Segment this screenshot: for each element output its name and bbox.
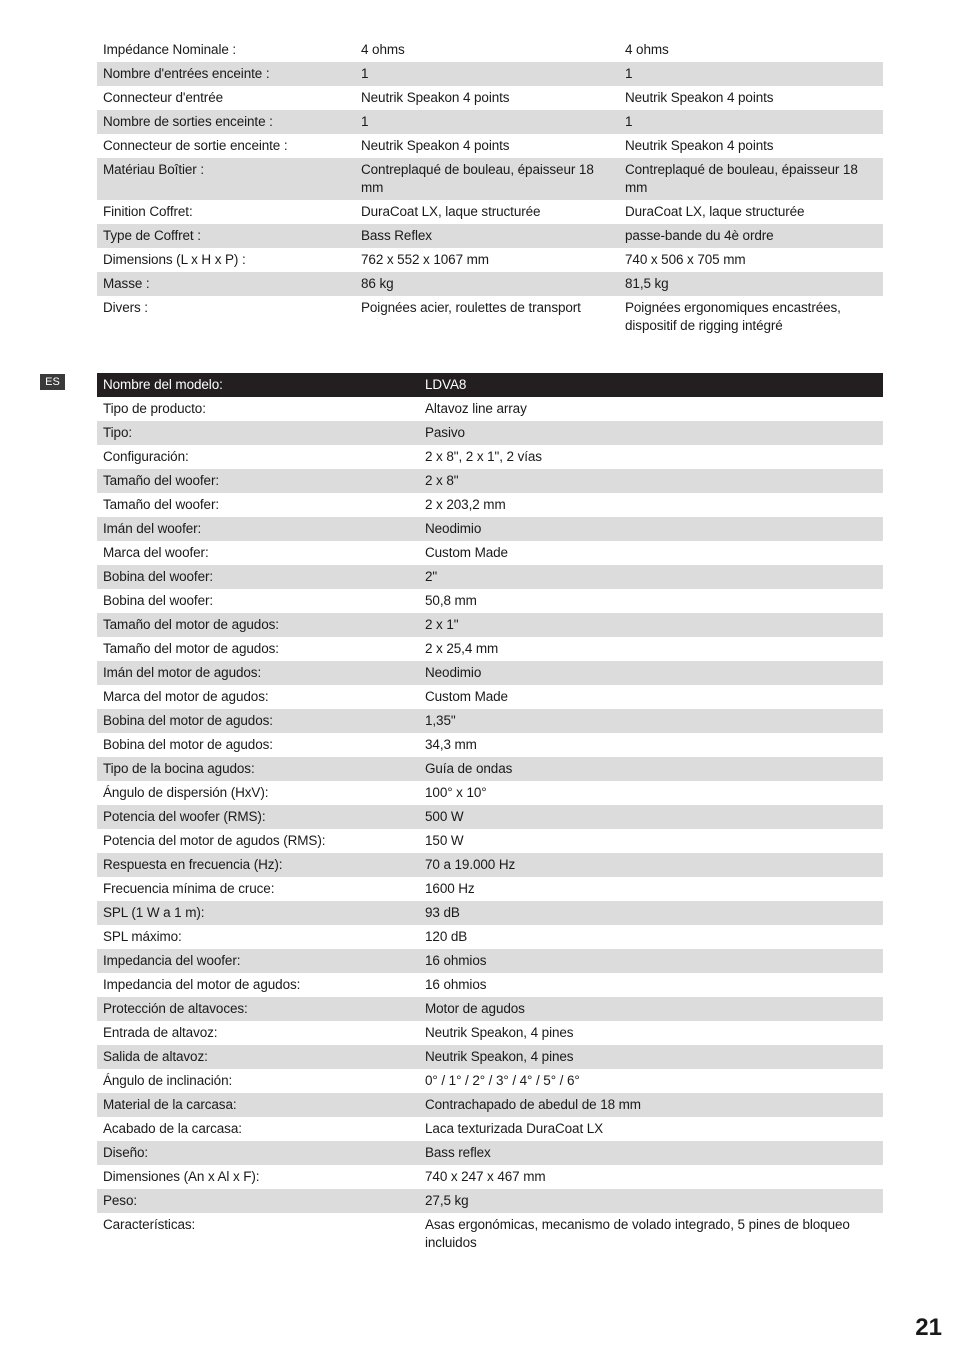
language-tab-es: ES (40, 374, 65, 390)
table-row (97, 445, 883, 469)
table-row (97, 757, 883, 781)
spec-value: DuraCoat LX, laque structurée (625, 204, 805, 219)
spec-label: Acabado de la carcasa: (103, 1121, 242, 1136)
table-row (97, 134, 883, 158)
spec-label: Matériau Boîtier : (97, 158, 355, 200)
table-row (97, 877, 883, 901)
spec-value: 2 x 8", 2 x 1", 2 vías (425, 449, 542, 464)
spec-label: Diseño: (97, 1141, 419, 1165)
table-row (97, 1045, 883, 1069)
spec-label: Finition Coffret: (103, 204, 193, 219)
spec-value: Contreplaqué de bouleau, épaisseur 18 mm (355, 158, 619, 200)
spec-label: Potencia del motor de agudos (RMS): (103, 833, 326, 848)
spec-value: 1 (355, 62, 619, 86)
spec-label: SPL máximo: (103, 929, 182, 944)
table-row (97, 1093, 883, 1117)
spec-value: Altavoz line array (425, 401, 527, 416)
spec-value: 150 W (425, 833, 464, 848)
spec-label: Dimensiones (An x Al x F): (103, 1169, 260, 1184)
spec-label: Nombre d'entrées enceinte : (97, 62, 355, 86)
spec-label: Respuesta en frecuencia (Hz): (97, 853, 419, 877)
spec-value: 1 (619, 62, 883, 86)
spec-label: Frecuencia mínima de cruce: (103, 881, 275, 896)
spec-label: Divers : (103, 300, 148, 315)
table-row (97, 517, 883, 541)
spec-value: 762 x 552 x 1067 mm (361, 252, 489, 267)
spec-value: Bass reflex (419, 1141, 883, 1165)
table-row (97, 469, 883, 493)
table-row (97, 565, 883, 589)
spec-value: 34,3 mm (425, 737, 477, 752)
spec-value: 2 x 8" (419, 469, 883, 493)
spec-value: Contrachapado de abedul de 18 mm (419, 1093, 883, 1117)
table-row (97, 1213, 883, 1255)
spec-label: Bobina del motor de agudos: (97, 709, 419, 733)
spec-value: 1,35" (419, 709, 883, 733)
table-row (97, 200, 883, 224)
spec-label: Protección de altavoces: (97, 997, 419, 1021)
table-row (97, 637, 883, 661)
table-row (97, 1165, 883, 1189)
spec-label: Impedancia del woofer: (97, 949, 419, 973)
spec-label: Bobina del woofer: (97, 565, 419, 589)
table-row (97, 1021, 883, 1045)
spec-label: Tamaño del woofer: (103, 497, 220, 512)
spec-value: 81,5 kg (619, 272, 883, 296)
spec-value: 93 dB (419, 901, 883, 925)
table-row (97, 493, 883, 517)
table-row (97, 62, 883, 86)
spec-value: 4 ohms (361, 42, 405, 57)
spec-label: Entrada de altavoz: (103, 1025, 218, 1040)
table-row (97, 973, 883, 997)
spec-value: Poignées ergonomiques encastrées, dispositif de rigging intégré (625, 300, 841, 333)
table-row (97, 589, 883, 613)
spec-value: Neutrik Speakon 4 points (625, 90, 774, 105)
spec-value: 2 x 1" (419, 613, 883, 637)
spec-value: Poignées acier, roulettes de transport (361, 300, 581, 315)
table-row (97, 661, 883, 685)
spec-value: 1600 Hz (425, 881, 475, 896)
spec-value: 0° / 1° / 2° / 3° / 4° / 5° / 6° (425, 1073, 580, 1088)
table-row (97, 224, 883, 248)
spec-label: Ángulo de inclinación: (103, 1073, 233, 1088)
spec-value: DuraCoat LX, laque structurée (361, 204, 541, 219)
spec-label: Bobina del motor de agudos: (103, 737, 273, 752)
spec-label: Tipo de la bocina agudos: (97, 757, 419, 781)
spec-label: Type de Coffret : (97, 224, 355, 248)
spec-label: Impédance Nominale : (103, 42, 237, 57)
spec-label: Tamaño del motor de agudos: (97, 613, 419, 637)
spec-value: Neutrik Speakon 4 points (361, 90, 510, 105)
spec-value: 120 dB (425, 929, 468, 944)
spanish-spec-table (97, 373, 883, 1255)
spec-value: 1 (619, 110, 883, 134)
table-row (97, 397, 883, 421)
spec-header-row (97, 373, 883, 397)
table-row (97, 86, 883, 110)
spec-value: Neodimio (419, 517, 883, 541)
spec-value: Neutrik Speakon, 4 pines (419, 1045, 883, 1069)
spec-value: Bass Reflex (355, 224, 619, 248)
table-row (97, 997, 883, 1021)
table-row (97, 296, 883, 338)
spec-label: Tipo: (97, 421, 419, 445)
table-row (97, 733, 883, 757)
spec-value: Contreplaqué de bouleau, épaisseur 18 mm (619, 158, 883, 200)
spec-label: Connecteur d'entrée (103, 90, 224, 105)
spec-value: Laca texturizada DuraCoat LX (425, 1121, 604, 1136)
spec-value: 2" (419, 565, 883, 589)
spec-label: Tamaño del motor de agudos: (103, 641, 279, 656)
spec-value: passe-bande du 4è ordre (619, 224, 883, 248)
table-row (97, 38, 883, 62)
spec-value: 2 x 203,2 mm (425, 497, 506, 512)
page-number: 21 (915, 1314, 942, 1341)
table-row (97, 1189, 883, 1213)
spec-value: Neutrik Speakon 4 points (361, 138, 510, 153)
spec-value: 500 W (419, 805, 883, 829)
spec-value: Guía de ondas (419, 757, 883, 781)
spec-value: 86 kg (355, 272, 619, 296)
spec-label: Dimensions (L x H x P) : (103, 252, 246, 267)
table-row (97, 613, 883, 637)
spec-value: Custom Made (425, 689, 508, 704)
table-row (97, 110, 883, 134)
table-row (97, 1117, 883, 1141)
spec-value: 740 x 247 x 467 mm (425, 1169, 546, 1184)
table-row (97, 949, 883, 973)
french-spec-table (97, 38, 883, 338)
spec-label: Potencia del woofer (RMS): (97, 805, 419, 829)
table-row (97, 829, 883, 853)
spec-value: Neutrik Speakon, 4 pines (425, 1025, 574, 1040)
spec-label: Impedancia del motor de agudos: (103, 977, 301, 992)
spec-value: 16 ohmios (425, 977, 487, 992)
table-row (97, 853, 883, 877)
table-row (97, 272, 883, 296)
spec-value: 70 a 19.000 Hz (419, 853, 883, 877)
spec-label: Marca del motor de agudos: (103, 689, 269, 704)
spec-label: Salida de altavoz: (97, 1045, 419, 1069)
spec-label: Configuración: (103, 449, 189, 464)
spec-value: 2 x 25,4 mm (425, 641, 499, 656)
table-row (97, 421, 883, 445)
spec-value: 1 (355, 110, 619, 134)
spec-value: 4 ohms (625, 42, 669, 57)
spec-value: 100° x 10° (425, 785, 487, 800)
spec-value: Custom Made (425, 545, 508, 560)
table-row (97, 248, 883, 272)
spec-value: Asas ergonómicas, mecanismo de volado integrado, 5 pines de bloqueo incluidos (425, 1217, 850, 1250)
spec-header-value: LDVA8 (419, 373, 883, 397)
spec-value: 50,8 mm (425, 593, 477, 608)
table-row (97, 805, 883, 829)
spec-label: Imán del motor de agudos: (97, 661, 419, 685)
spec-label: Bobina del woofer: (103, 593, 214, 608)
table-row (97, 1141, 883, 1165)
spec-label: Tipo de producto: (103, 401, 206, 416)
spec-label: Imán del woofer: (97, 517, 419, 541)
table-row (97, 709, 883, 733)
spec-label: SPL (1 W a 1 m): (97, 901, 419, 925)
table-row (97, 1069, 883, 1093)
spec-label: Marca del woofer: (103, 545, 209, 560)
spec-value: Neutrik Speakon 4 points (625, 138, 774, 153)
spec-value: Neodimio (419, 661, 883, 685)
table-row (97, 541, 883, 565)
spec-value: Pasivo (419, 421, 883, 445)
spec-label: Tamaño del woofer: (97, 469, 419, 493)
spec-label: Masse : (97, 272, 355, 296)
spec-header-label: Nombre del modelo: (97, 373, 419, 397)
spec-label: Nombre de sorties enceinte : (97, 110, 355, 134)
table-row (97, 781, 883, 805)
spec-value: Motor de agudos (419, 997, 883, 1021)
spec-label: Ángulo de dispersión (HxV): (103, 785, 269, 800)
table-row (97, 158, 883, 200)
spec-label: Características: (103, 1217, 196, 1232)
spec-value: 16 ohmios (419, 949, 883, 973)
table-row (97, 685, 883, 709)
spec-value: 740 x 506 x 705 mm (625, 252, 746, 267)
spec-label: Material de la carcasa: (97, 1093, 419, 1117)
spec-label: Peso: (97, 1189, 419, 1213)
spec-label: Connecteur de sortie enceinte : (103, 138, 288, 153)
spec-value: 27,5 kg (419, 1189, 883, 1213)
table-row (97, 925, 883, 949)
table-row (97, 901, 883, 925)
